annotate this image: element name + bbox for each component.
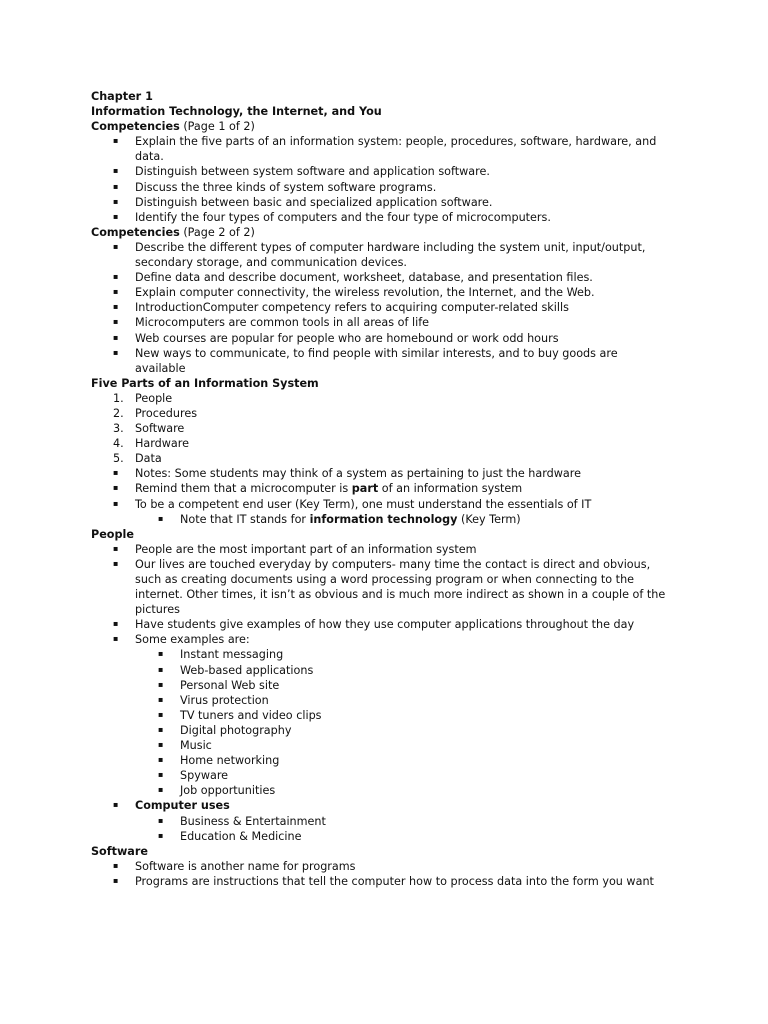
- list-item: ▪ Virus protection: [158, 693, 269, 707]
- list-item: ▪ Some examples are:: [113, 633, 250, 647]
- list-item: ▪ Education & Medicine: [158, 829, 302, 843]
- section-heading-five-parts: Five Parts of an Information System: [91, 376, 319, 390]
- list-item: ▪ People are the most important part of an information system: [113, 542, 477, 556]
- list-item: ▪ TV tuners and video clips: [158, 708, 322, 722]
- numbered-item: 5. Data: [113, 452, 162, 466]
- numbered-item: 1. People: [113, 391, 173, 405]
- numbered-item: 4. Hardware: [113, 437, 190, 451]
- section-heading-software: Software: [91, 844, 148, 858]
- document-page: [91, 89, 691, 889]
- list-item: ▪ New ways to communicate, to find people with similar interests, and to buy goods are available: [113, 346, 618, 375]
- list-item: ▪ Define data and describe document, worksheet, database, and presentation files.: [113, 271, 593, 285]
- list-item: ▪ Digital photography: [158, 723, 292, 737]
- list-item: ▪ Discuss the three kinds of system software programs.: [113, 180, 437, 194]
- list-item: ▪ Personal Web site: [158, 678, 280, 692]
- list-item: ▪ Explain the five parts of an information system: people, procedures, software, hardware, and data.: [113, 135, 657, 164]
- section-heading-competencies-1: Competencies (Page 1 of 2): [91, 120, 255, 134]
- list-item: ▪ IntroductionComputer competency refers to acquiring computer-related skills: [113, 301, 569, 315]
- section-heading-people: People: [91, 527, 134, 541]
- list-item: ▪ Microcomputers are common tools in all areas of life: [113, 316, 430, 330]
- list-item: ▪ Explain computer connectivity, the wireless revolution, the Internet, and the Web.: [113, 286, 595, 300]
- list-item: ▪ Identify the four types of computers and the four type of microcomputers.: [113, 210, 551, 224]
- list-item: ▪ Remind them that a microcomputer is part of an information system: [113, 482, 523, 496]
- list-item: ▪ To be a competent end user (Key Term), one must understand the essentials of IT: [113, 497, 592, 511]
- chapter-title: Information Technology, the Internet, and You: [91, 105, 382, 119]
- list-item: ▪ Programs are instructions that tell the computer how to process data into the form you want: [113, 874, 654, 888]
- list-item: ▪ Home networking: [158, 754, 280, 768]
- list-item: ▪ Note that IT stands for information technology (Key Term): [158, 512, 521, 526]
- list-item: ▪ Notes: Some students may think of a system as pertaining to just the hardware: [113, 467, 581, 481]
- list-item: ▪ Distinguish between basic and specialized application software.: [113, 195, 493, 209]
- list-item: ▪ Have students give examples of how they use computer applications throughout the day: [113, 618, 635, 632]
- numbered-item: 2. Procedures: [113, 406, 198, 420]
- list-item: ▪ Web-based applications: [158, 663, 314, 677]
- list-item: ▪ Web courses are popular for people who are homebound or work odd hours: [113, 331, 559, 345]
- list-item: ▪ Job opportunities: [158, 784, 276, 798]
- list-item: ▪ Our lives are touched everyday by computers- many time the contact is direct and obvious, such as creating documents using a word processing program or when connecting to the internet. Other times, it isn’t as obvious and is much more indirect as shown in a couple of the pictures: [113, 557, 666, 617]
- list-item: ▪ Business & Entertainment: [158, 814, 326, 828]
- list-item: ▪ Music: [158, 739, 212, 753]
- chapter-label: Chapter 1: [91, 90, 153, 103]
- list-item: ▪ Distinguish between system software and application software.: [113, 165, 490, 179]
- list-item: ▪ Computer uses: [113, 799, 230, 813]
- section-heading-competencies-2: Competencies (Page 2 of 2): [91, 225, 255, 239]
- list-item: ▪ Instant messaging: [158, 648, 284, 662]
- numbered-item: 3. Software: [113, 422, 185, 436]
- list-item: ▪ Describe the different types of computer hardware including the system unit, input/output, secondary storage, and communication devices.: [113, 240, 646, 270]
- list-item: ▪ Spyware: [158, 769, 229, 783]
- list-item: ▪ Software is another name for programs: [113, 859, 356, 873]
